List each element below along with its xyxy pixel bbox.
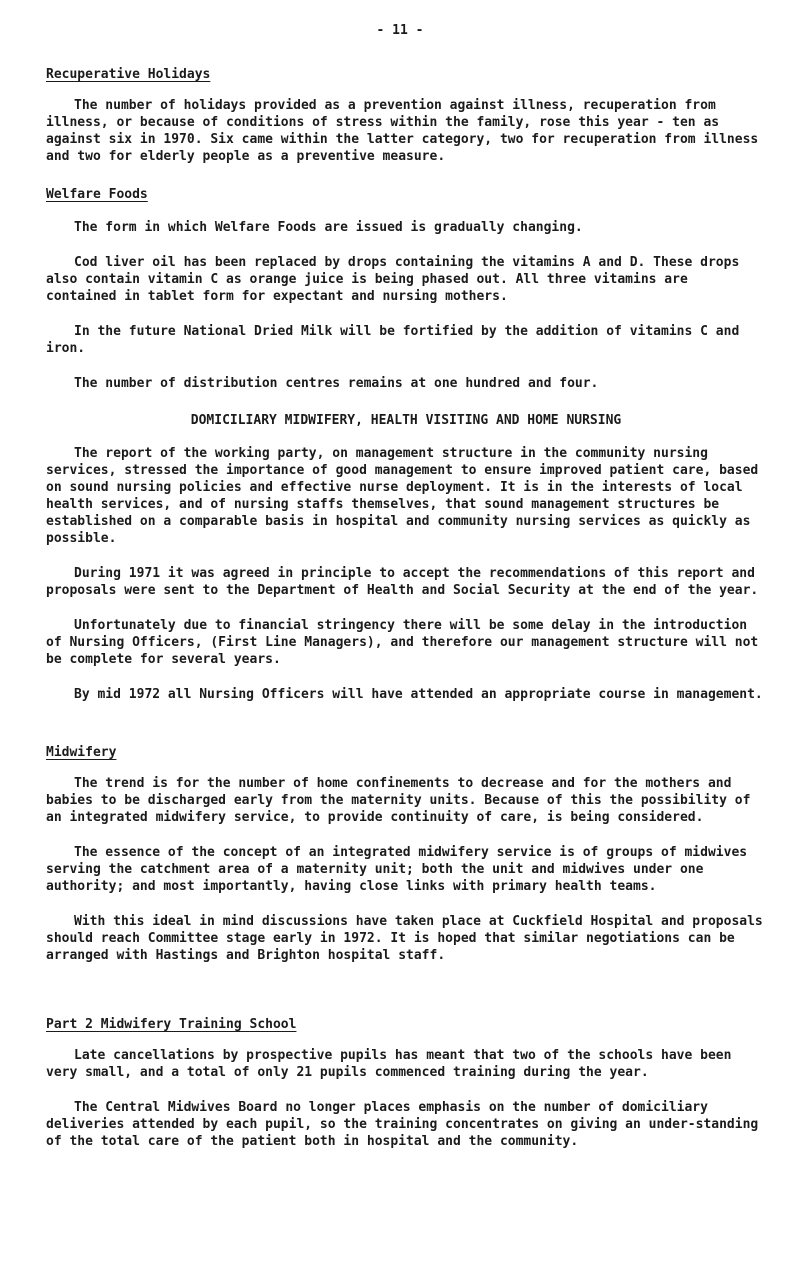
section-heading: Welfare Foods — [46, 187, 148, 202]
paragraph: The number of holidays provided as a prevention against illness, recuperation from illness, or because of conditions of stress within the family, rose this year - ten as against six in 1970. Six came within the latter category, two for recuperation from illness and two for elderly people as a preventive measure. — [46, 98, 759, 164]
section-heading: Midwifery — [46, 745, 117, 760]
page-number: - 11 - — [376, 23, 424, 38]
section-welfare-foods — [46, 186, 766, 392]
paragraph: The essence of the concept of an integrated midwifery service is of groups of midwives serving the catchment area of a maternity unit; both the unit and midwives under one authority; and most importantly, having close links with primary health teams. — [46, 845, 748, 894]
section-title: DOMICILIARY MIDWIFERY, HEALTH VISITING AND HOME NURSING — [190, 413, 622, 428]
paragraph: Late cancellations by prospective pupils has meant that two of the schools have been very small, and a total of only 21 pupils commenced training during the year. — [46, 1048, 732, 1080]
section-midwifery — [46, 744, 766, 964]
section-heading: Recuperative Holidays — [46, 67, 211, 82]
paragraph: The Central Midwives Board no longer places emphasis on the number of domiciliary deliveries attended by each pupil, so the training concentrates on giving an under-standing of the total care of the patient both in hospital and the community. — [46, 1100, 759, 1149]
paragraph: The form in which Welfare Foods are issued is gradually changing. — [74, 220, 583, 235]
section-midwifery-training-school — [46, 1016, 766, 1150]
paragraph: In the future National Dried Milk will be fortified by the addition of vitamins C and iron. — [46, 324, 740, 356]
paragraph: The report of the working party, on management structure in the community nursing services, stressed the importance of good management to ensure improved patient care, based on sound nursing policies and effective nurse deployment. It is in the interests of local health services, and of nursing staffs themselves, that sound management structures be established on a comparable basis in hospital and community nursing services as quickly as possible. — [46, 446, 759, 546]
section-domiciliary-nursing — [46, 412, 766, 703]
paragraph: The number of distribution centres remains at one hundred and four. — [74, 376, 599, 391]
paragraph: During 1971 it was agreed in principle to accept the recommendations of this report and proposals were sent to the Department of Health and Social Security at the end of the year. — [46, 566, 759, 598]
paragraph: Unfortunately due to financial stringency there will be some delay in the introduction of Nursing Officers, (First Line Managers), and therefore our management structure will not be complete for several years. — [46, 618, 759, 667]
section-recuperative-holidays — [46, 66, 766, 165]
paragraph: By mid 1972 all Nursing Officers will have attended an appropriate course in management. — [74, 687, 763, 702]
paragraph: With this ideal in mind discussions have taken place at Cuckfield Hospital and proposals should reach Committee stage early in 1972. It is hoped that similar negotiations can be arranged with Hastings and Brighton hospital staff. — [46, 914, 763, 963]
section-heading: Part 2 Midwifery Training School — [46, 1017, 297, 1032]
paragraph: The trend is for the number of home confinements to decrease and for the mothers and babies to be discharged early from the maternity units. Because of this the possibility of an integrated midwifery service, to provide continuity of care, is being considered. — [46, 776, 751, 825]
paragraph: Cod liver oil has been replaced by drops containing the vitamins A and D. These drops also contain vitamin C as orange juice is being phased out. All three vitamins are contained in tablet form for expectant and nursing mothers. — [46, 255, 740, 304]
